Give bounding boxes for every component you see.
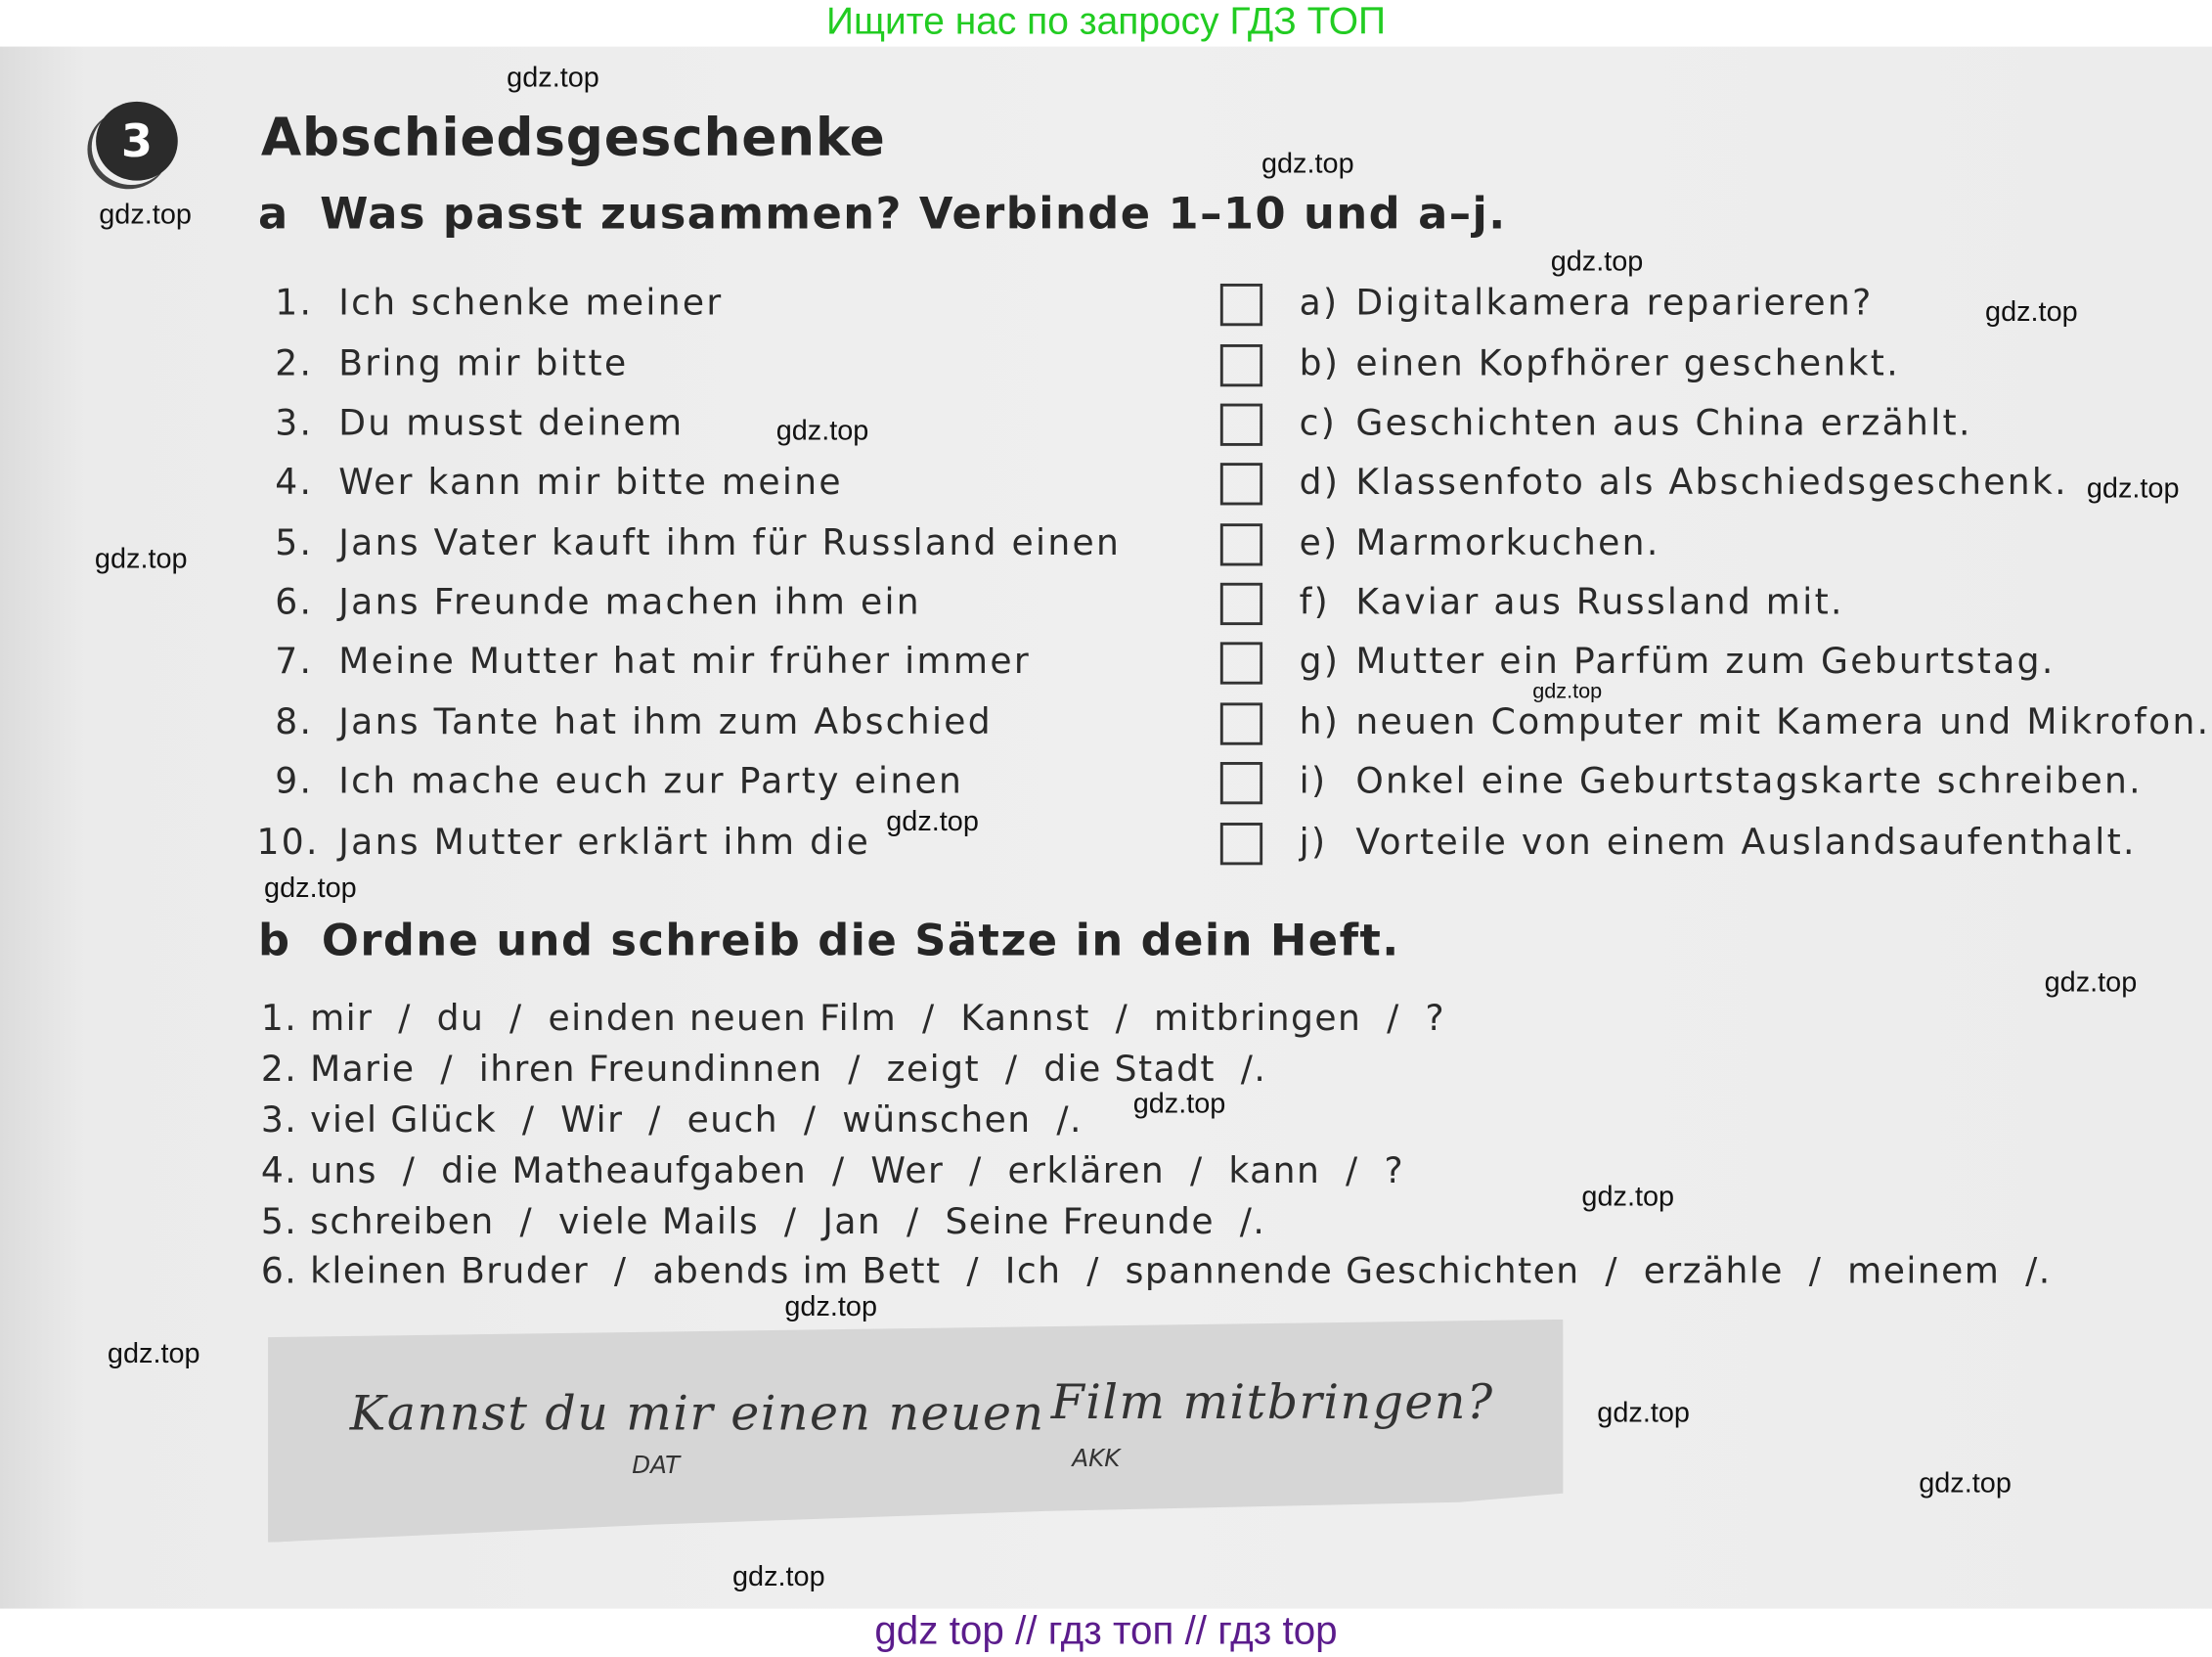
part-b-letter: b [257,916,291,967]
watermark-text: gdz.top [1985,296,2078,329]
right-item-text: Kaviar aus Russland mit. [1355,581,1844,623]
watermark-text: gdz.top [507,63,599,94]
part-a-instruction: Was passt zusammen? Verbinde 1–10 und a–j. [320,189,1507,241]
right-item-text: Marmorkuchen. [1355,521,1660,563]
watermark-text: gdz.top [1132,1088,1226,1120]
sentence-scramble-item: 3. viel Glück / Wir / euch / wünschen /. [260,1098,1083,1141]
part-b-heading [258,916,1400,966]
top-banner[interactable]: Ищите нас по запросу ГДЗ ТОП [826,0,1386,43]
watermark-text: gdz.top [99,200,192,231]
left-item-number: 6. [275,581,314,623]
answer-checkbox[interactable] [1220,463,1262,505]
watermark-text: gdz.top [1597,1397,1690,1429]
answer-checkbox[interactable] [1220,823,1262,865]
right-item-letter: e) [1299,521,1340,563]
part-a-letter: a [257,189,289,241]
exercise-title: Abschiedsgeschenke [260,107,886,168]
left-item-text: Bring mir bitte [338,342,629,384]
answer-checkbox[interactable] [1220,583,1262,625]
answer-checkbox[interactable] [1220,642,1262,684]
watermark-text: gdz.top [2044,966,2138,999]
watermark-text: gdz.top [1581,1182,1675,1213]
left-item-number: 10. [256,821,320,863]
example-sentence-part2: Film mitbringen? [1050,1374,1494,1431]
right-item-text: neuen Computer mit Kamera und Mikrofon. [1355,700,2211,742]
example-sentence-part1: Kannst du mir einen neuen [349,1385,1045,1443]
left-item-text: Ich schenke meiner [338,282,724,324]
watermark-text: gdz.top [1261,149,1354,180]
part-a-heading [258,189,1507,240]
sentence-scramble-item: 5. schreiben / viele Mails / Jan / Seine Freunde /. [260,1200,1266,1242]
right-item-letter: i) [1299,760,1328,802]
left-item-number: 5. [275,521,314,563]
left-item-text: Jans Freunde machen ihm ein [338,581,921,623]
part-b-instruction: Ordne und schreib die Sätze in dein Heft. [321,916,1400,967]
sentence-scramble-item: 4. uns / die Matheaufgaben / Wer / erklären / kann / ? [260,1149,1405,1191]
right-item-text: Klassenfoto als Abschiedsgeschenk. [1355,461,2068,503]
watermark-text: gdz.top [1919,1468,2012,1500]
watermark-text: gdz.top [886,806,979,838]
left-item-text: Du musst deinem [338,402,685,443]
left-item-number: 7. [275,640,314,682]
right-item-text: Geschichten aus China erzählt. [1355,402,1972,443]
left-item-text: Jans Vater kauft ihm für Russland einen [338,521,1122,563]
sentence-scramble-item: 2. Marie / ihren Freundinnen / zeigt / die Stadt /. [260,1048,1267,1090]
left-item-number: 4. [275,461,314,503]
left-item-number: 8. [275,700,314,742]
right-item-text: Vorteile von einem Auslandsaufenthalt. [1355,821,2137,863]
right-item-letter: b) [1299,342,1341,384]
answer-checkbox[interactable] [1220,404,1262,446]
left-item-number: 3. [275,402,314,443]
answer-checkbox[interactable] [1220,702,1262,744]
right-item-letter: c) [1299,402,1338,443]
answer-checkbox[interactable] [1220,284,1262,326]
watermark-text: gdz.top [775,415,869,447]
right-item-letter: g) [1299,640,1341,682]
left-item-text: Meine Mutter hat mir früher immer [338,640,1031,682]
dative-label: DAT [632,1452,681,1481]
watermark-text: gdz.top [2086,472,2180,505]
right-item-text: einen Kopfhörer geschenkt. [1355,342,1900,384]
left-item-number: 1. [275,282,314,324]
right-item-letter: f) [1299,581,1331,623]
sentence-scramble-item: 6. kleinen Bruder / abends im Bett / Ich / spannende Geschichten / erzähle / meinem /. [260,1250,2052,1291]
watermark-text: gdz.top [264,873,357,904]
watermark-text: gdz.top [784,1291,878,1323]
right-item-letter: a) [1299,282,1340,324]
left-item-number: 2. [275,342,314,384]
right-item-text: Digitalkamera reparieren? [1355,282,1874,324]
watermark-text: gdz.top [731,1561,825,1592]
left-item-text: Jans Mutter erklärt ihm die [338,821,871,863]
left-item-text: Wer kann mir bitte meine [338,461,843,503]
right-item-letter: j) [1299,821,1328,863]
answer-checkbox[interactable] [1220,344,1262,386]
left-item-number: 9. [275,760,314,802]
right-item-text: Onkel eine Geburtstagskarte schreiben. [1355,760,2143,802]
watermark-text: gdz.top [107,1338,200,1370]
left-item-text: Ich mache euch zur Party einen [338,760,964,802]
left-item-text: Jans Tante hat ihm zum Abschied [338,700,994,742]
right-item-letter: d) [1299,461,1341,503]
bottom-footer-links[interactable]: gdz top // гдз топ // гдз top [874,1608,1338,1653]
right-item-text: Mutter ein Parfüm zum Geburtstag. [1355,640,2056,682]
watermark-text: gdz.top [1532,679,1603,704]
answer-checkbox[interactable] [1220,523,1262,565]
right-item-letter: h) [1299,700,1341,742]
sentence-scramble-item: 1. mir / du / einden neuen Film / Kannst / mitbringen / ? [260,997,1446,1039]
watermark-text: gdz.top [94,544,188,575]
watermark-text: gdz.top [1550,246,1644,278]
answer-checkbox[interactable] [1220,762,1262,804]
accusative-label: AKK [1072,1445,1121,1474]
exercise-number-badge: 3 [96,102,178,181]
